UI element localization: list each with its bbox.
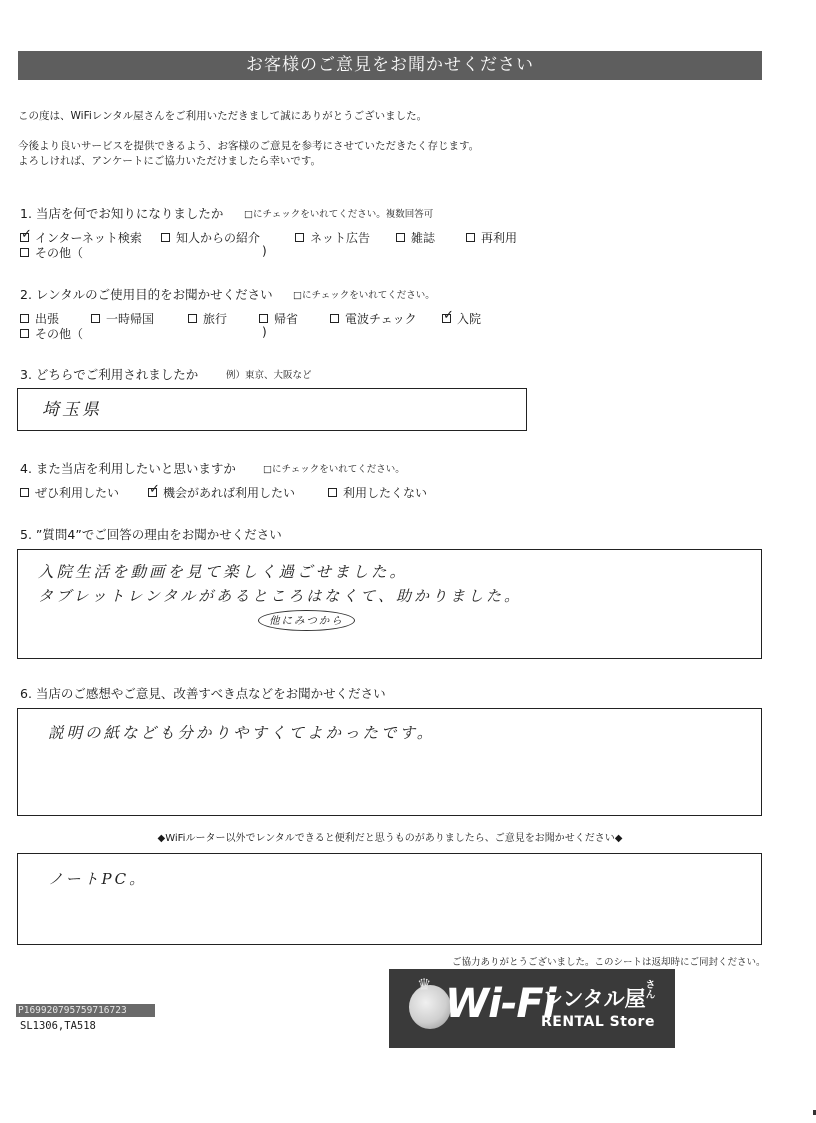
q5-answer-line-2: タブレットレンタルがあるところはなくて、助かりました。: [38, 587, 522, 605]
q2-option-4[interactable]: 帰省: [259, 310, 298, 327]
checkbox[interactable]: [396, 233, 405, 242]
q4-title: 4. また当店を利用したいと思いますか: [20, 461, 236, 476]
q6-title: 6. 当店のご感想やご意見、改善すべき点などをお聞かせください: [20, 686, 386, 701]
checkbox[interactable]: [20, 329, 29, 338]
q4-option-1[interactable]: ぜひ利用したい: [20, 484, 119, 501]
q2-option-2[interactable]: 一時帰国: [91, 310, 154, 327]
q3-answer: 埼玉県: [42, 400, 102, 420]
q1-option-1[interactable]: ✓ インターネット検索: [20, 229, 142, 246]
q5-answer-box[interactable]: [17, 549, 762, 659]
logo-jp-small-text: さん: [643, 979, 654, 999]
q2-option-1[interactable]: 出張: [20, 310, 59, 327]
q7-title: ◆WiFiルーター以外でレンタルできると便利だと思うものがありましたら、ご意見をお聞かせください◆: [157, 833, 623, 844]
checkbox[interactable]: [20, 248, 29, 257]
q2-note: □にチェックをいれてください。: [293, 290, 435, 301]
checkbox[interactable]: [20, 488, 29, 497]
checkbox[interactable]: [161, 233, 170, 242]
checkbox[interactable]: [20, 314, 29, 323]
q1-other-close: ): [262, 244, 267, 258]
checkbox[interactable]: [91, 314, 100, 323]
checkbox[interactable]: [328, 488, 337, 497]
q2-option-other[interactable]: その他（: [20, 325, 83, 342]
barcode-label: P169920795759716723: [16, 1004, 155, 1017]
q2-option-6[interactable]: ✓ 入院: [442, 310, 481, 327]
form-title-bar: [18, 51, 762, 80]
q3-answer-box[interactable]: [17, 388, 527, 431]
q2-option-5[interactable]: 電波チェック: [330, 310, 417, 327]
checkbox[interactable]: [148, 488, 157, 497]
q6-answer-box[interactable]: [17, 708, 762, 816]
brand-logo: [389, 969, 675, 1048]
checkbox[interactable]: [295, 233, 304, 242]
footer-thanks: ご協力ありがとうございました。このシートは返却時にご同封ください。: [452, 957, 766, 968]
checkbox[interactable]: [188, 314, 197, 323]
q3-title: 3. どちらでご利用されましたか: [20, 367, 199, 382]
q2-other-close: ): [262, 325, 267, 339]
q1-option-3[interactable]: ネット広告: [295, 229, 370, 246]
q4-option-2[interactable]: ✓ 機会があれば利用したい: [148, 484, 295, 501]
checkbox[interactable]: [259, 314, 268, 323]
intro-line-3: よろしければ、アンケートにご協力いただけましたら幸いです。: [18, 155, 322, 167]
crown-icon: ♛: [417, 975, 432, 994]
q1-option-5[interactable]: 再利用: [466, 229, 517, 246]
q1-option-4[interactable]: 雑誌: [396, 229, 435, 246]
form-title: お客様のご意見をお聞かせください: [246, 55, 534, 75]
checkbox[interactable]: [466, 233, 475, 242]
q4-note: □にチェックをいれてください。: [263, 464, 405, 475]
logo-wifi-text: Wi-Fi: [445, 981, 556, 1027]
q7-answer: ノートPC。: [48, 870, 148, 888]
checkbox[interactable]: [20, 233, 29, 242]
q1-option-2[interactable]: 知人からの紹介: [161, 229, 260, 246]
q1-title: 1. 当店を何でお知りになりましたか: [20, 206, 224, 221]
checkbox[interactable]: [330, 314, 339, 323]
intro-line-2: 今後より良いサービスを提供できるよう、お客様のご意見を参考にさせていただきたく存じます。: [18, 140, 480, 152]
logo-jp-text: レンタル屋: [542, 987, 646, 1011]
q2-option-3[interactable]: 旅行: [188, 310, 227, 327]
q5-answer-bubble: 他にみつから: [258, 610, 355, 631]
q4-option-3[interactable]: 利用したくない: [328, 484, 427, 501]
intro-line-1: この度は、WiFiレンタル屋さんをご利用いただきまして誠にありがとうございました。: [18, 110, 428, 122]
q1-note: □にチェックをいれてください。複数回答可: [244, 209, 434, 220]
q6-answer: 説明の紙なども分かりやすくてよかったです。: [48, 724, 436, 742]
q5-title: 5. ”質問4”でご回答の理由をお聞かせください: [20, 527, 282, 542]
q7-answer-box[interactable]: [17, 853, 762, 945]
checkbox[interactable]: [442, 314, 451, 323]
logo-en-text: RENTAL Store: [541, 1014, 655, 1030]
q2-title: 2. レンタルのご使用目的をお聞かせください: [20, 287, 273, 302]
q1-option-other[interactable]: その他（: [20, 244, 83, 261]
form-code: SL1306,TA518: [20, 1020, 96, 1032]
q5-answer-line-1: 入院生活を動画を見て楽しく過ごせました。: [38, 563, 409, 581]
q3-note: 例）東京、大阪など: [226, 370, 312, 381]
